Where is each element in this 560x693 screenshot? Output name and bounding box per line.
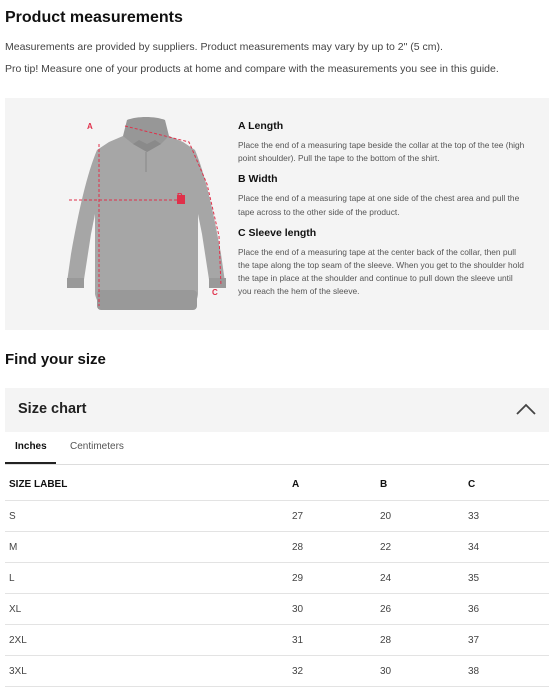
value-b-cell: 20 <box>380 501 468 532</box>
measurement-descriptions <box>238 120 528 307</box>
value-a-cell: 31 <box>292 625 380 656</box>
value-c-cell: 33 <box>468 501 549 532</box>
table-row <box>5 625 549 656</box>
value-b-cell: 26 <box>380 594 468 625</box>
table-row <box>5 594 549 625</box>
length-description: Place the end of a measuring tape beside the collar at the top of the tee (high point shoulder). Pull the tape to the bottom of the shirt. <box>238 140 525 164</box>
active-tab-indicator <box>5 462 56 464</box>
table-row <box>5 656 549 687</box>
size-chart-header[interactable] <box>5 388 549 432</box>
measurement-guide <box>5 98 549 330</box>
value-b-cell: 30 <box>380 656 468 687</box>
unit-tabs <box>5 432 549 465</box>
value-c-cell: 37 <box>468 625 549 656</box>
size-cell: XL <box>5 594 292 625</box>
value-b-cell: 28 <box>380 625 468 656</box>
find-size-heading: Find your size <box>5 351 106 368</box>
value-a-cell: 29 <box>292 563 380 594</box>
size-chart-title: Size chart <box>18 401 87 417</box>
value-b-cell: 24 <box>380 563 468 594</box>
intro-text: Measurements are provided by suppliers. Product measurements may vary by up to 2" (5 cm). <box>5 41 443 53</box>
sleeve-title: C Sleeve length <box>238 226 317 239</box>
value-b-cell: 22 <box>380 532 468 563</box>
header-size-label: SIZE LABEL <box>5 468 292 501</box>
chevron-up-icon[interactable] <box>515 402 537 416</box>
value-c-cell: 34 <box>468 532 549 563</box>
marker-c: C <box>212 288 218 297</box>
header-a: A <box>292 468 380 501</box>
sweater-illustration <box>57 114 231 320</box>
value-a-cell: 27 <box>292 501 380 532</box>
size-table <box>5 468 549 687</box>
size-cell: S <box>5 501 292 532</box>
width-description: Place the end of a measuring tape at one side of the chest area and pull the tape across to the other side of the product. <box>238 193 520 217</box>
width-title: B Width <box>238 173 278 186</box>
value-c-cell: 38 <box>468 656 549 687</box>
value-a-cell: 32 <box>292 656 380 687</box>
tab-inches[interactable]: Inches <box>15 441 47 452</box>
table-row <box>5 532 549 563</box>
tab-centimeters[interactable]: Centimeters <box>70 441 124 452</box>
value-a-cell: 30 <box>292 594 380 625</box>
header-c: C <box>468 468 549 501</box>
header-b: B <box>380 468 468 501</box>
size-cell: L <box>5 563 292 594</box>
value-c-cell: 36 <box>468 594 549 625</box>
size-cell: 2XL <box>5 625 292 656</box>
table-row <box>5 501 549 532</box>
value-c-cell: 35 <box>468 563 549 594</box>
table-row <box>5 563 549 594</box>
size-cell: 3XL <box>5 656 292 687</box>
marker-b: B <box>177 192 183 201</box>
pro-tip-text: Pro tip! Measure one of your products at home and compare with the measurements you see in this guide. <box>5 63 499 75</box>
marker-a: A <box>87 122 93 131</box>
table-header-row <box>5 468 549 501</box>
value-a-cell: 28 <box>292 532 380 563</box>
page-title: Product measurements <box>5 9 183 26</box>
sleeve-description: Place the end of a measuring tape at the center back of the collar, then pull the tape along the top seam of the sleeve. When you get to the shoulder hold the tape in place at the shoulder and continue to pull down the sleeve until you reach the hem of the sleeve. <box>238 246 524 297</box>
size-cell: M <box>5 532 292 563</box>
length-title: A Length <box>238 120 284 132</box>
